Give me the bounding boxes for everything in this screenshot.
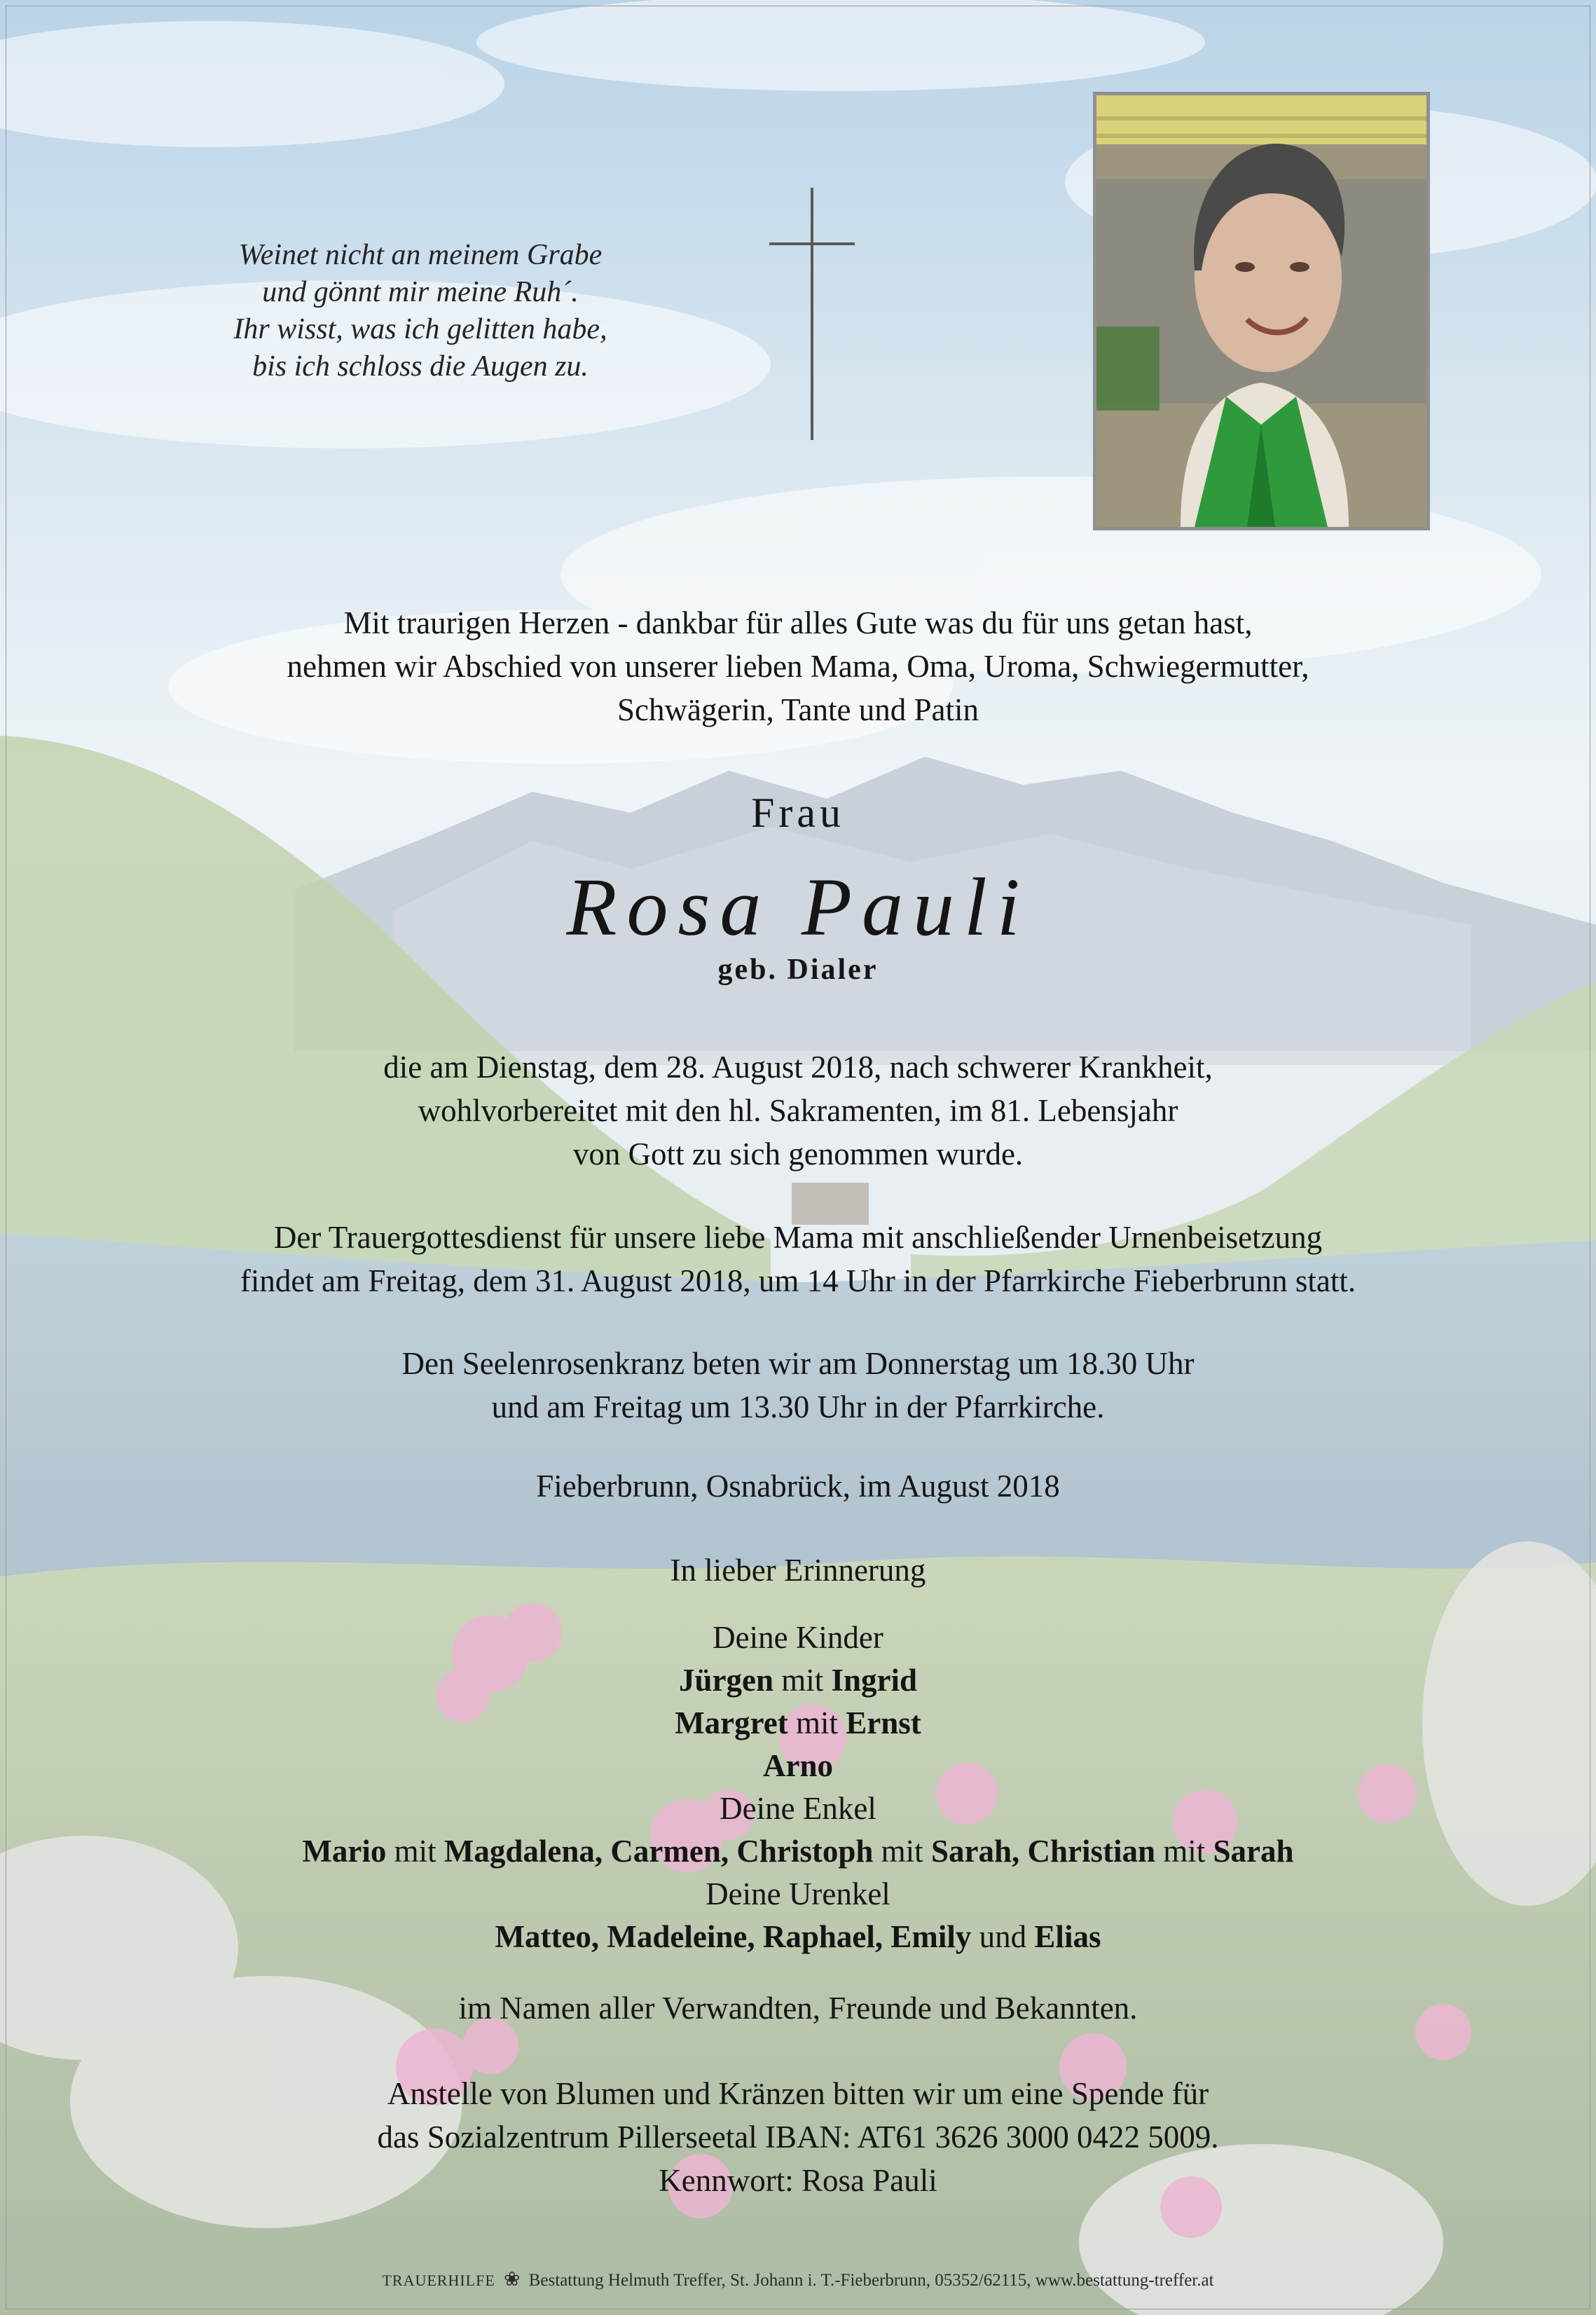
children-heading: Deine Kinder <box>713 1620 883 1655</box>
death-notice-line: wohlvorbereitet mit den hl. Sakramenten, im 81. Lebensjahr <box>418 1093 1178 1128</box>
place-date-text: Fieberbrunn, Osnabrück, im August 2018 <box>536 1469 1060 1504</box>
death-notice-line: die am Dienstag, dem 28. August 2018, nach schwerer Krankheit, <box>383 1050 1213 1085</box>
child-line <box>0 1659 1596 1702</box>
connector: mit <box>386 1834 444 1869</box>
grandchildren-line <box>0 1830 1596 1873</box>
connector: mit <box>1155 1834 1213 1869</box>
on-behalf-text: im Namen aller Verwandten, Freunde und Bekannten. <box>458 1991 1138 2026</box>
deceased-title: Frau <box>751 790 845 836</box>
intro-line: nehmen wir Abschied von unserer lieben Mama, Oma, Uroma, Schwiegermutter, <box>287 649 1309 684</box>
child-line <box>0 1745 1596 1787</box>
footer <box>0 2267 1596 2293</box>
poem <box>105 237 736 385</box>
footer-brand: TRAUERHILFE <box>382 2272 495 2289</box>
grandchild-names: Magdalena, Carmen, Christoph <box>443 1834 874 1869</box>
intro-text <box>0 601 1596 731</box>
service-line: findet am Freitag, dem 31. August 2018, um 14 Uhr in der Pfarrkirche Fieberbrunn statt. <box>240 1263 1356 1298</box>
cross-icon <box>769 188 855 440</box>
on-behalf <box>0 1986 1596 2030</box>
footer-text: Bestattung Helmuth Treffer, St. Johann i. T.-Fieberbrunn, 05352/62115, www.bestattung-treffer.at <box>528 2271 1214 2290</box>
place-date <box>0 1464 1596 1508</box>
intro-line: Schwägerin, Tante und Patin <box>617 692 979 727</box>
family-list <box>0 1616 1596 1958</box>
death-notice <box>0 1045 1596 1176</box>
donation-request <box>0 2072 1596 2202</box>
donation-line: Anstelle von Blumen und Kränzen bitten wir um eine Spende für <box>387 2076 1209 2111</box>
funeral-service <box>0 1216 1596 1303</box>
deceased-name: Rosa Pauli <box>566 861 1030 953</box>
death-notice-line: von Gott zu sich genommen wurde. <box>572 1136 1024 1172</box>
poem-line: bis ich schloss die Augen zu. <box>252 350 589 383</box>
child-name: Margret <box>675 1705 788 1740</box>
grandchild-names: Sarah <box>1213 1834 1294 1869</box>
rosary-info <box>0 1342 1596 1429</box>
connector: mit <box>873 1834 931 1869</box>
child-line <box>0 1702 1596 1745</box>
service-line: Der Trauergottesdienst für unsere liebe Mama mit anschließender Urnenbeisetzung <box>273 1220 1323 1255</box>
rosary-line: Den Seelenrosenkranz beten wir am Donnerstag um 18.30 Uhr <box>401 1346 1195 1381</box>
rosary-line: und am Freitag um 13.30 Uhr in der Pfarrkirche. <box>491 1389 1105 1424</box>
grandchild-names: Mario <box>302 1834 387 1869</box>
connector: und <box>971 1919 1035 1954</box>
connector: mit <box>773 1663 832 1698</box>
dove-icon: ❀ <box>504 2269 521 2290</box>
intro-line: Mit traurigen Herzen - dankbar für alles Gute was du für uns getan hast, <box>343 605 1253 640</box>
poem-line: Ihr wisst, was ich gelitten habe, <box>233 313 607 345</box>
great-grandchild-names: Matteo, Madeleine, Raphael, Emily <box>495 1919 972 1954</box>
poem-line: Weinet nicht an meinem Grabe <box>238 239 603 271</box>
poem-line: und gönnt mir meine Ruh´. <box>262 276 579 308</box>
donation-line: Kennwort: Rosa Pauli <box>659 2163 937 2198</box>
grandchildren-heading: Deine Enkel <box>720 1791 876 1826</box>
child-name: Arno <box>763 1748 833 1783</box>
connector: mit <box>787 1705 846 1740</box>
great-grandchild-names: Elias <box>1034 1919 1101 1954</box>
donation-line: das Sozialzentrum Pillerseetal IBAN: AT61 3626 3000 0422 5009. <box>377 2120 1219 2155</box>
grandchild-names: Sarah, Christian <box>930 1834 1155 1869</box>
partner-name: Ernst <box>846 1705 921 1740</box>
memory-heading-text: In lieber Erinnerung <box>670 1553 926 1588</box>
child-name: Jürgen <box>678 1663 773 1698</box>
partner-name: Ingrid <box>831 1663 918 1698</box>
portrait-photo <box>1093 92 1430 530</box>
memory-heading <box>0 1548 1596 1592</box>
deceased-birth-name: geb. Dialer <box>717 954 879 986</box>
great-grandchildren-heading: Deine Urenkel <box>706 1876 890 1911</box>
great-grandchildren-line <box>0 1916 1596 1958</box>
